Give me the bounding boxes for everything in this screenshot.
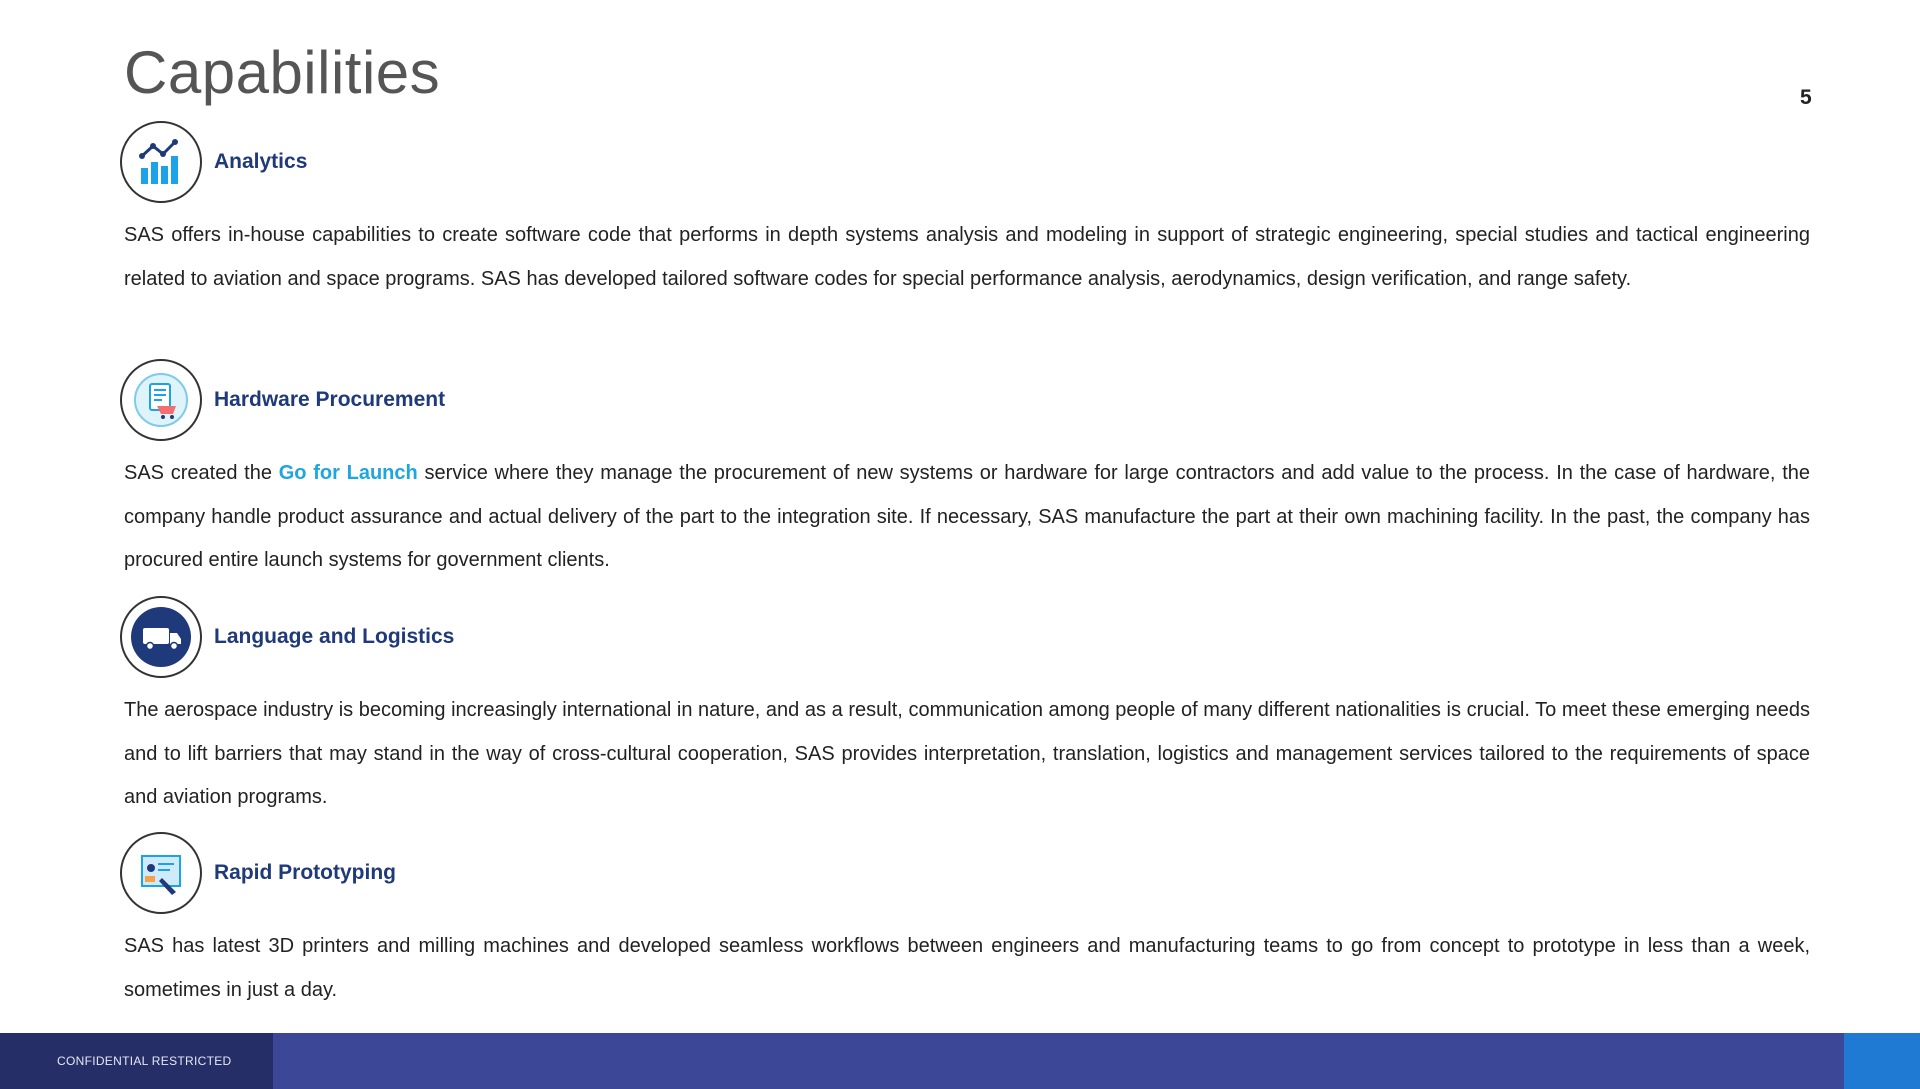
truck-icon — [120, 596, 202, 678]
section-title: Hardware Procurement — [214, 388, 446, 411]
footer-bar — [0, 1033, 1920, 1089]
page-number: 5 — [1800, 86, 1812, 109]
section-body: SAS offers in-house capabilities to create software code that performs in depth systems analysis and modeling in support of strategic engineering, special studies and tactical engineering related to aviation and space programs. SAS has developed tailored software codes for special performance analysis, aerodynamics, design verification, and range safety. — [124, 224, 1810, 290]
procurement-cart-icon — [120, 359, 202, 441]
section-body: The aerospace industry is becoming increasingly international in nature, and as a result, communication among people of many different nationalities is crucial. To meet these emerging needs and to lift barriers that may stand in the way of cross-cultural cooperation, SAS provides interpretation, translation, logistics and management services tailored to the requirements of space and aviation programs. — [124, 699, 1810, 808]
body-text-start: SAS created the — [124, 462, 279, 484]
section-header — [120, 357, 445, 443]
go-for-launch-link[interactable]: Go for Launch — [278, 462, 418, 484]
footer-label-block — [0, 1033, 273, 1089]
section-body: SAS has latest 3D printers and milling machines and developed seamless workflows between engineers and manufacturing teams to go from concept to prototype in less than a week, sometimes in just a day. — [124, 935, 1810, 1001]
section-title: Rapid Prototyping — [214, 861, 396, 884]
prototype-blueprint-icon — [120, 832, 202, 914]
body-text-end: service where they manage the procurement of new systems or hardware for large contractors and add value to the process. In the case of hardware, the company handle product assurance and actual delivery of the part to the integration site. If necessary, SAS manufacture the part at their own machining facility. In the past, the company has procured entire launch systems for government clients. — [124, 462, 1811, 571]
section-header — [120, 119, 307, 205]
page-title: Capabilities — [124, 39, 441, 106]
section-title: Language and Logistics — [214, 625, 455, 648]
section-title: Analytics — [214, 150, 308, 173]
analytics-chart-icon — [120, 121, 202, 203]
section-body — [124, 452, 1810, 583]
section-header — [120, 830, 396, 916]
section-header — [120, 594, 454, 680]
confidentiality-label: CONFIDENTIAL RESTRICTED — [57, 1054, 232, 1068]
footer-accent-block — [1844, 1033, 1920, 1089]
